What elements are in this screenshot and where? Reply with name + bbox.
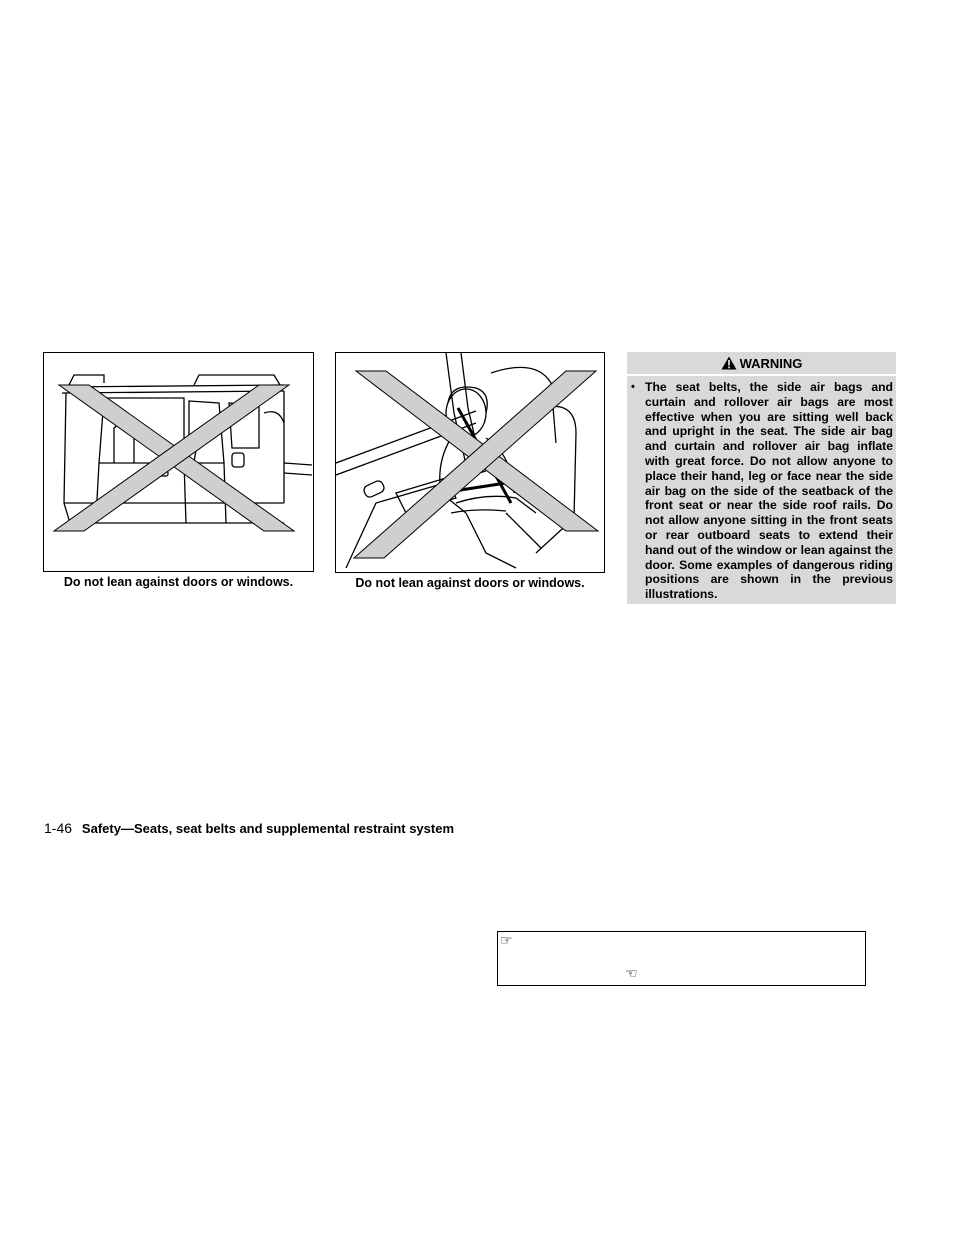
note-box	[497, 931, 866, 986]
warning-title: WARNING	[739, 355, 803, 371]
figure-caption: Do not lean against doors or windows.	[63, 575, 294, 589]
warning-header	[627, 352, 896, 376]
illustration-car-exterior	[43, 352, 314, 572]
page-number: 1-46	[44, 820, 73, 836]
bullet-marker: •	[631, 381, 635, 393]
figure-caption: Do not lean against doors or windows.	[355, 576, 585, 590]
pointing-hand-left-icon: ☜	[625, 965, 638, 981]
warning-text: The seat belts, the side air bags and curtain and rollover air bags are most effective when you are sitting well back and upright in the seat. The side air bag and curtain and rollover air bag inflate with great force. Do not allow anyone to place their hand, leg or face near the side air bag on the side of the seatback of the front seat or near the side roof rails. Do not allow anyone sitting in the front seats or rear outboard seats to extend their hand out of the window or lean against the door. Some examples of dangerous riding positions are shown in the previous illustrations.	[645, 380, 893, 602]
illustration-occupant-leaning	[335, 352, 605, 573]
pointing-hand-right-icon: ☞	[500, 932, 513, 948]
page-footer	[44, 820, 454, 836]
warning-body	[627, 376, 896, 602]
section-title: Safety—Seats, seat belts and supplemental restraint system	[81, 821, 455, 836]
warning-box	[627, 352, 896, 604]
warning-triangle-icon	[721, 356, 737, 370]
